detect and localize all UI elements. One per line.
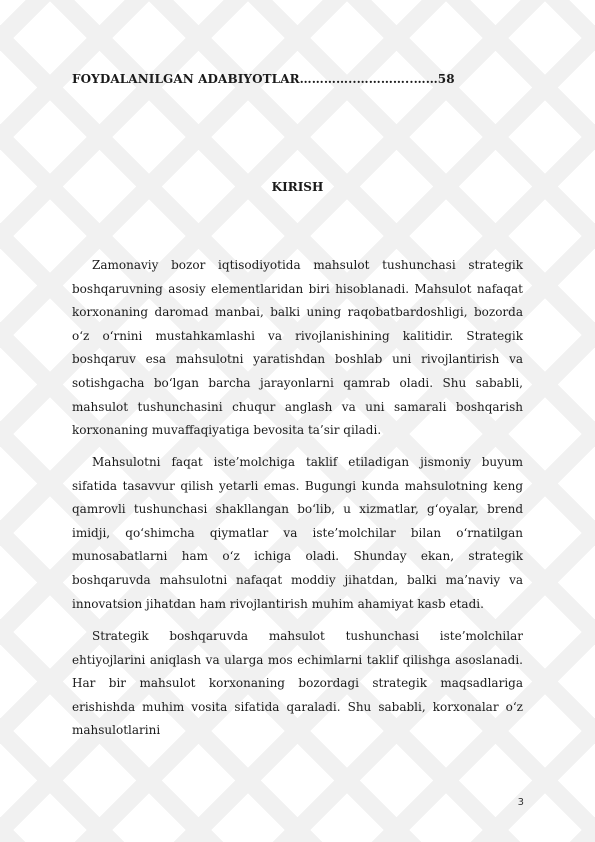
body-paragraph-1: Zamonaviy bozor iqtisodiyotida mahsulot tushunchasi strategik boshqaruvning asosiy elementlaridan biri hisoblanadi. Mahsulot nafaqat korxonaning daromad manbai, balki uning raqobatbardoshligi, bozorda o‘z o‘rnini mustahkamlashi va rivojlanishining kalitidir. Strategik boshqaruv esa mahsulotni yaratishdan boshlab uni rivojlantirish va sotishgacha bo‘lgan barcha jarayonlarni qamrab oladi. Shu sababli, mahsulot tushunchasini chuqur anglash va uni samarali boshqarish korxonaning muvaffaqiyatiga bevosita ta’sir qiladi.	[72, 258, 523, 438]
section-heading: KIRISH	[271, 180, 324, 194]
body-paragraph-2: Mahsulotni faqat iste’molchiga taklif etiladigan jismoniy buyum sifatida tasavvur qilish yetarli emas. Bugungi kunda mahsulotning keng qamrovli tushunchasi shakllangan bo‘lib, u xizmatlar, g‘oyalar, brend imidji, qo‘shimcha qiymatlar va iste’molchilar bilan o‘rnatilgan munosabatlarni ham o‘z ichiga oladi. Shunday ekan, strategik boshqaruvda mahsulotni nafaqat moddiy jihatdan, balki ma’naviy va innovatsion jihatdan ham rivojlantirish muhim ahamiyat kasb etadi.	[72, 455, 523, 611]
page-number: 3	[517, 797, 524, 808]
body-paragraph-3: Strategik boshqaruvda mahsulot tushunchasi iste’molchilar ehtiyojlarini aniqlash va ularga mos echimlarni taklif qilishga asoslanadi. Har bir mahsulot korxonaning bozordagi strategik maqsadlariga erishishda muhim vosita sifatida qaraladi. Shu sababli, korxonalar o‘z mahsulotlarini	[72, 629, 523, 738]
toc-entry-references[interactable]: FOYDALANILGAN ADABIYOTLAR…………..…………..……58	[72, 72, 455, 86]
